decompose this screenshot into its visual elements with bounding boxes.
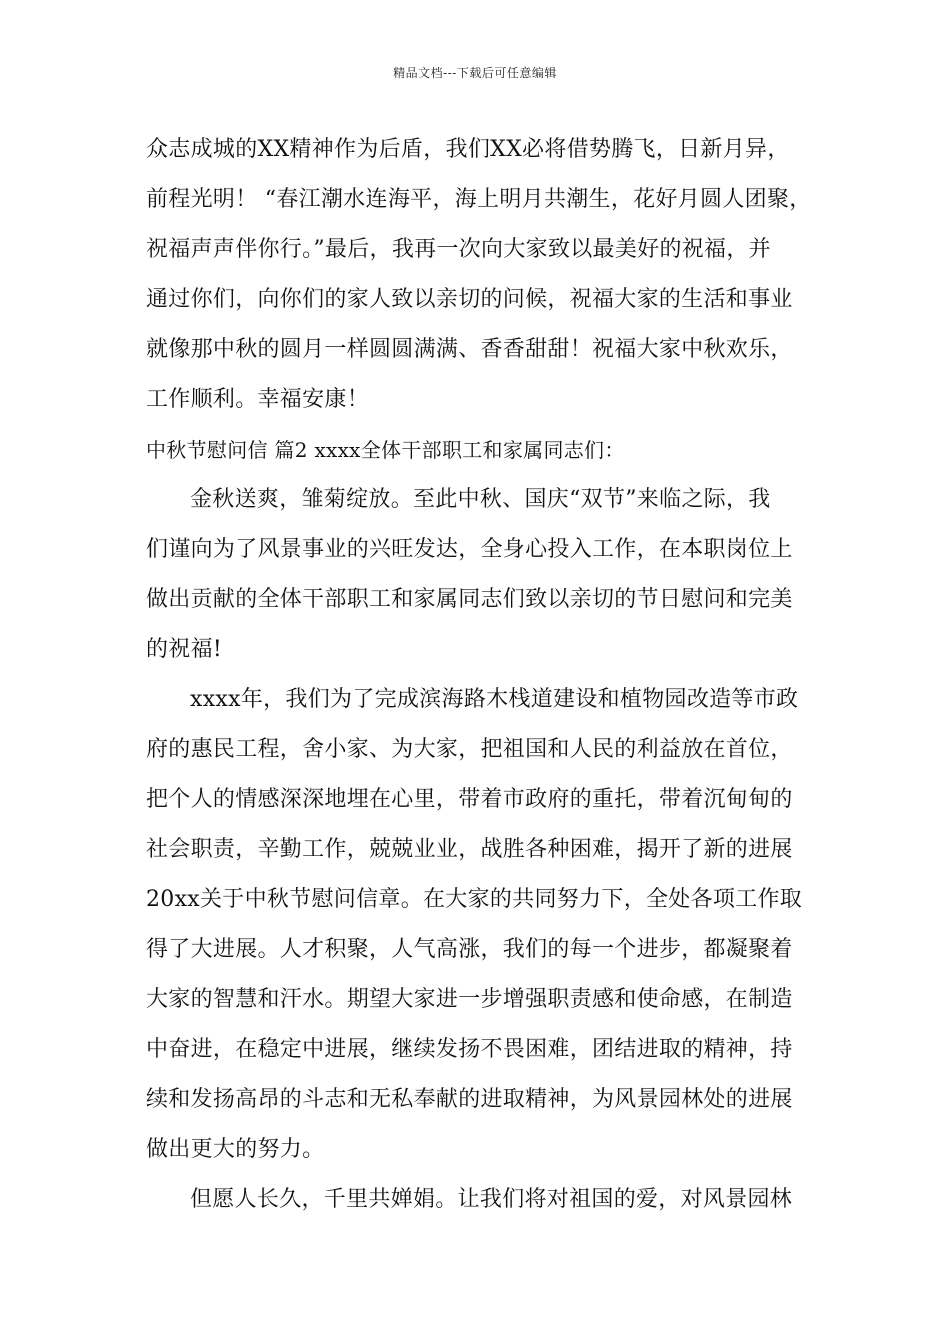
text-line: 金秋送爽，雏菊绽放。至此中秋、国庆“双节”来临之际，我 [190,487,771,512]
text-line: 得了大进展。人才积聚，人气高涨，我们的每一个进步，都凝聚着 [146,937,793,962]
text-line: 20xx关于中秋节慰问信章。在大家的共同努力下，全处各项工作取 [146,887,803,912]
text-line: 祝福声声伴你行。”最后，我再一次向大家致以最美好的祝福，并 [146,237,771,262]
text-line: 做出更大的努力。 [146,1137,325,1162]
text-line: 前程光明！ “春江潮水连海平，海上明月共潮生，花好月圆人团聚， [146,187,812,212]
text-line: 做出贡献的全体干部职工和家属同志们致以亲切的节日慰问和完美 [146,587,793,612]
section-heading: 中秋节慰问信 篇2 xxxx全体干部职工和家属同志们： [146,438,625,462]
text-line: 但愿人长久，千里共婵娟。让我们将对祖国的爱，对风景园林 [190,1187,793,1212]
text-line: 的祝福! [146,637,223,662]
text-line: xxxx年，我们为了完成滨海路木栈道建设和植物园改造等市政 [190,687,799,712]
text-line: 续和发扬高昂的斗志和无私奉献的进取精神，为风景园林处的进展 [146,1087,793,1112]
text-line: 就像那中秋的圆月一样圆圆满满、香香甜甜！祝福大家中秋欢乐， [146,337,793,362]
text-line: 把个人的情感深深地埋在心里，带着市政府的重托，带着沉甸甸的 [146,787,793,812]
text-line: 社会职责，辛勤工作，兢兢业业，战胜各种困难，揭开了新的进展 [146,837,793,862]
text-line: 通过你们，向你们的家人致以亲切的问候，祝福大家的生活和事业 [146,287,793,312]
text-line: 大家的智慧和汗水。期望大家进一步增强职责感和使命感，在制造 [146,987,793,1012]
text-line: 中奋进，在稳定中进展，继续发扬不畏困难，团结进取的精神，持 [146,1037,793,1062]
text-line: 府的惠民工程，舍小家、为大家，把祖国和人民的利益放在首位， [146,737,793,762]
text-line: 工作顺利。幸福安康！ [146,387,370,412]
text-line: 们谨向为了风景事业的兴旺发达，全身心投入工作，在本职岗位上 [146,537,793,562]
text-line: 众志成城的XX精神作为后盾，我们XX必将借势腾飞，日新月异， [146,137,790,162]
page-header: 精品文档---下载后可任意编辑 [393,66,557,80]
